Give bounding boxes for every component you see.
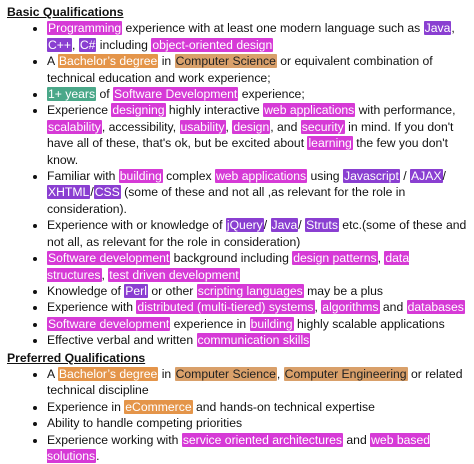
item-text: and	[379, 300, 407, 315]
highlighted-keyword: Computer Engineering	[284, 366, 407, 381]
item-text: of	[96, 87, 114, 102]
item-text: highly scalable applications	[293, 316, 445, 331]
highlighted-keyword: 1+ years	[48, 87, 96, 102]
item-text: complex	[162, 169, 215, 184]
highlighted-keyword: web applications	[264, 103, 355, 118]
item-text: including	[96, 37, 152, 52]
highlighted-keyword: eCommerce	[125, 399, 192, 414]
qualification-item	[47, 332, 470, 348]
highlighted-keyword: learning	[308, 136, 352, 151]
item-text: /	[90, 185, 94, 200]
highlighted-keyword: Programming	[48, 21, 122, 36]
section-heading-preferred: Preferred Qualifications	[7, 350, 146, 365]
highlighted-keyword: usability	[180, 119, 225, 134]
highlighted-keyword: building	[250, 316, 293, 331]
qualification-item	[47, 217, 470, 250]
item-text: Experience in	[47, 399, 125, 414]
item-text: background including	[170, 251, 293, 266]
highlighted-keyword: Javascript	[343, 169, 399, 184]
highlighted-keyword: scripting languages	[197, 283, 303, 298]
highlighted-keyword: Computer Science	[175, 54, 276, 69]
item-text: Experience with or knowledge of	[47, 218, 226, 233]
highlighted-keyword: service oriented architectures	[182, 432, 342, 447]
item-text: , accessibility,	[101, 119, 180, 134]
qualification-item	[47, 53, 470, 86]
item-text: or other	[147, 283, 197, 298]
item-text: ,	[72, 37, 79, 52]
item-text: the few you don't know.	[47, 136, 448, 167]
highlighted-keyword: test driven development	[109, 267, 239, 282]
highlighted-keyword: Software development	[48, 251, 170, 266]
qualification-item	[47, 415, 470, 431]
item-text: , and	[270, 119, 301, 134]
qualification-item	[47, 366, 470, 399]
item-text: Knowledge of	[47, 283, 125, 298]
highlighted-keyword: Java	[271, 218, 298, 233]
item-text: /	[263, 218, 271, 233]
highlighted-keyword: object-oriented design	[152, 37, 273, 52]
item-text: (some of these and not all ,as relevant for the role in consideration).	[47, 185, 406, 216]
item-text: with performance,	[355, 103, 456, 118]
qualification-item	[47, 432, 470, 464]
item-text: experience with at least one modern language such as	[122, 21, 424, 36]
item-text: A	[47, 54, 58, 69]
highlighted-keyword: databases	[407, 300, 464, 315]
item-text: and hands-on technical expertise	[192, 399, 375, 414]
item-text: ,	[276, 366, 284, 381]
item-text: in mind. If you don't have all of these, that's ok, but be excited about	[47, 119, 454, 151]
item-text: Ability to handle competing priorities	[47, 416, 243, 431]
item-text: Familiar with	[47, 169, 119, 184]
qualification-item	[47, 168, 470, 217]
highlighted-keyword: security	[301, 119, 344, 134]
item-text: ,	[377, 251, 385, 266]
item-text: ,	[101, 267, 109, 282]
highlighted-keyword: C++	[48, 37, 72, 52]
item-text: using	[307, 169, 343, 184]
item-text: ,	[451, 21, 455, 36]
item-text: and	[343, 432, 371, 447]
item-text: experience in	[170, 316, 250, 331]
highlighted-keyword: web based solutions	[47, 432, 431, 463]
qualification-item	[47, 20, 470, 53]
highlighted-keyword: Bachelor’s degree	[58, 54, 158, 69]
highlighted-keyword: building	[119, 169, 162, 184]
highlighted-keyword: data structures	[47, 251, 410, 282]
item-text: /	[442, 169, 446, 184]
item-text: ,	[314, 300, 322, 315]
basic-qualifications-section	[7, 4, 470, 349]
item-text: /	[399, 169, 411, 184]
qualification-item	[47, 299, 470, 315]
item-text: Experience with	[47, 300, 137, 315]
item-text: ,	[225, 119, 233, 134]
qualification-item	[47, 283, 470, 299]
highlighted-keyword: XHTML	[48, 185, 90, 200]
highlighted-keyword: communication skills	[197, 333, 310, 348]
preferred-qualifications-section	[7, 350, 470, 464]
item-text: or related technical discipline	[47, 366, 463, 398]
item-text: /	[298, 218, 306, 233]
highlighted-keyword: AJAX	[411, 169, 442, 184]
highlighted-keyword: Software Development	[114, 87, 238, 102]
highlighted-keyword: CSS	[94, 185, 120, 200]
highlighted-keyword: design patterns	[293, 251, 377, 266]
highlighted-keyword: Perl	[125, 283, 147, 298]
highlighted-keyword: design	[233, 119, 270, 134]
qualification-item	[47, 316, 470, 332]
qualification-item	[47, 86, 470, 102]
item-text: or equivalent combination of technical education and work experience;	[47, 54, 433, 85]
basic-qualifications-list	[7, 20, 470, 348]
highlighted-keyword: scalability	[48, 119, 101, 134]
highlighted-keyword: distributed (multi-tiered) systems	[137, 300, 314, 315]
item-text: highly interactive	[165, 103, 264, 118]
item-text: in	[158, 366, 175, 381]
highlighted-keyword: Java	[424, 21, 451, 36]
item-text: in	[158, 54, 175, 69]
qualification-item	[47, 102, 470, 168]
preferred-qualifications-list	[7, 366, 470, 464]
qualification-item	[47, 250, 470, 283]
highlighted-keyword: designing	[112, 103, 165, 118]
section-heading-basic: Basic Qualifications	[7, 5, 124, 19]
highlighted-keyword: Bachelor’s degree	[58, 366, 158, 381]
highlighted-keyword: jQuery	[226, 218, 263, 233]
item-text: may be a plus	[303, 283, 384, 298]
qualification-item	[47, 399, 470, 415]
highlighted-keyword: Software development	[48, 316, 170, 331]
item-text: Experience working with	[47, 432, 182, 447]
highlighted-keyword: Struts	[306, 218, 338, 233]
item-text: experience;	[238, 87, 305, 102]
item-text: Effective verbal and written	[47, 333, 197, 348]
item-text: A	[47, 366, 58, 381]
item-text: etc.(some of these and not all, as relevant for the role in consideration)	[47, 218, 467, 249]
item-text: Experience	[47, 103, 112, 118]
item-text: .	[96, 448, 100, 463]
highlighted-keyword: algorithms	[322, 300, 379, 315]
highlighted-keyword: C#	[79, 37, 96, 52]
highlighted-keyword: web applications	[215, 169, 307, 184]
highlighted-keyword: Computer Science	[175, 366, 276, 381]
